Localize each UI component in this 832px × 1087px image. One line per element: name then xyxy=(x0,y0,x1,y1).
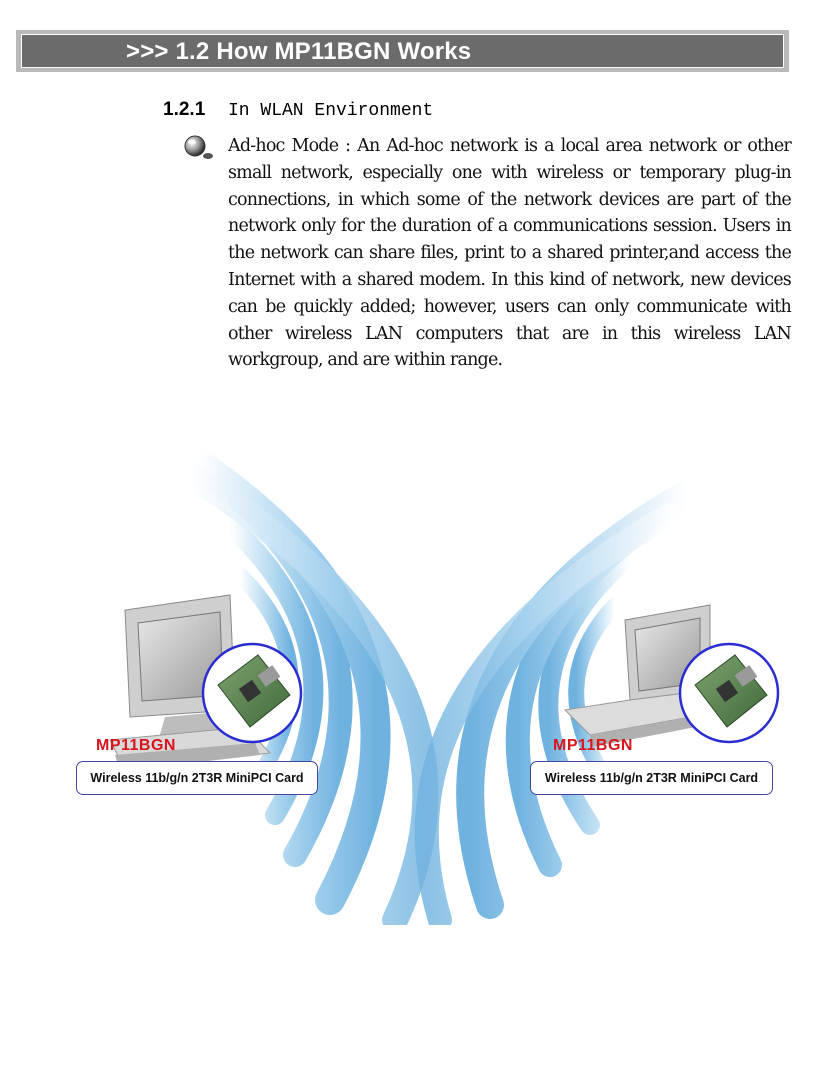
subsection-title: In WLAN Environment xyxy=(228,101,434,121)
body-paragraph: Ad-hoc Mode : An Ad-hoc network is a local area network or other small network, especially one with wireless or temporary plug-in connections, in which some of the network devices are part of the network only for the duration of a communications session. Users in the network can share files, print to a shared printer,and access the Internet with a shared modem. In this kind of network, new devices can be quickly added; however, users can only communicate with other wireless LAN computers that are in this wireless LAN workgroup, and are within range. xyxy=(228,136,791,371)
right-minipci-card-image xyxy=(680,644,778,742)
adhoc-network-diagram xyxy=(70,455,790,925)
section-header-banner xyxy=(16,30,789,72)
left-device-model-label: MP11BGN xyxy=(96,737,176,754)
right-device-model-label: MP11BGN xyxy=(553,737,633,754)
bullet-sphere-icon xyxy=(183,135,213,161)
section-header-title: >>> 1.2 How MP11BGN Works xyxy=(126,38,472,65)
section-header-inner xyxy=(21,34,784,68)
right-device-caption: Wireless 11b/g/n 2T3R MiniPCI Card xyxy=(530,761,773,795)
left-device-caption: Wireless 11b/g/n 2T3R MiniPCI Card xyxy=(76,761,318,795)
subsection-number: 1.2.1 xyxy=(163,99,206,120)
left-minipci-card-image xyxy=(203,644,301,742)
